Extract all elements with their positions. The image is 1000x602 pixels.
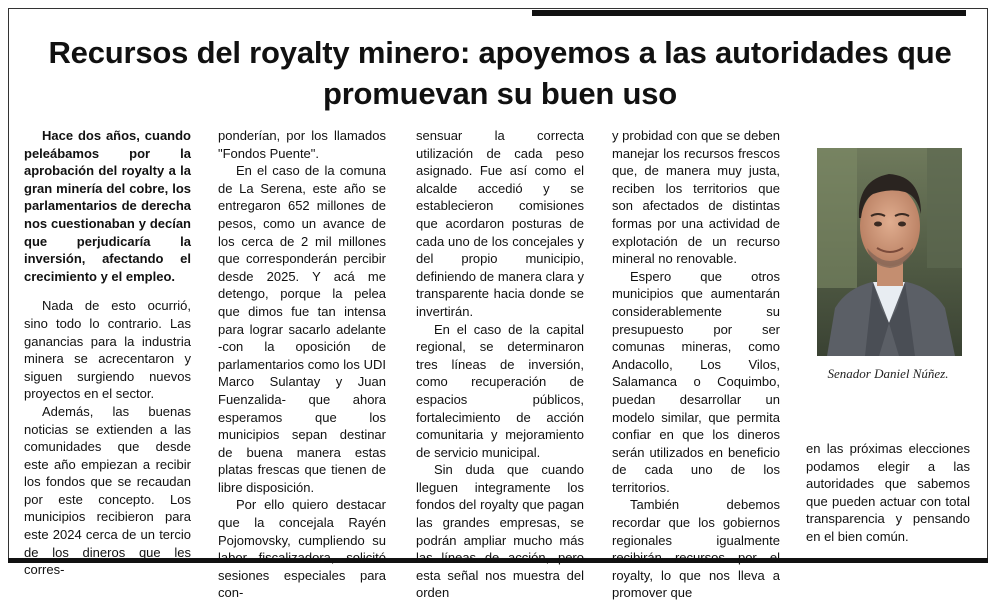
paragraph: ponderían, por los llamados "Fondos Puente". bbox=[218, 128, 386, 161]
paragraph: en las próximas elecciones podamos elegir a las autoridades que sabemos que pueden actuar con total transparencia y pensando en el bien común. bbox=[806, 441, 970, 544]
column-2 bbox=[218, 127, 386, 602]
top-rule bbox=[532, 10, 966, 16]
column-1 bbox=[24, 127, 191, 579]
lead-paragraph: Hace dos años, cuando peleábamos por la aprobación del royalty a la gran minería del cobre, los parlamentarios de derecha nos cuestionaban y decían que perjudicaría la inversión, afectando el crecimiento y el empleo. bbox=[24, 128, 191, 284]
author-photo bbox=[817, 148, 962, 356]
paragraph: Además, las buenas noticias se extienden a las comunidades que desde este año empiezan a recibir los fondos que se recaudan por este concepto. Los municipios recibieron para este 2024 cerca de un tercio de los dineros que les corres- bbox=[24, 403, 191, 578]
column-3 bbox=[416, 127, 584, 602]
paragraph: sensuar la correcta utilización de cada peso asignado. Fue así como el alcalde accedió y se establecieron comisiones que acordaron posturas de cada uno de los concejales y del propio municipio, definiendo de manera clara y transparente hacia donde se invertirán. bbox=[416, 128, 584, 319]
paragraph: Por ello quiero destacar que la concejala Rayén Pojomovsky, cumpliendo su labor fiscalizadora, solicitó sesiones especiales para con- bbox=[218, 497, 386, 601]
paragraph: También debemos recordar que los gobiernos regionales igualmente recibirán recursos por el royalty, lo que nos lleva a promover que bbox=[612, 497, 780, 601]
paragraph: En el caso de la comuna de La Serena, este año se entregaron 652 millones de pesos, como un avance de los cerca de 2 mil millones que corresponderán percibir desde 2025. Y acá me detengo, porque la pelea que dimos fue tan intensa para lograr sacarlo adelante -con la oposición de parlamentarios como los UDI Marco Sulantay y Juan Fuenzalida- que ahora esperamos que los municipios sepan destinar de buena manera estas platas frescas que tienen de libre disposición. bbox=[218, 163, 386, 495]
paragraph: y probidad con que se deben manejar los recursos frescos que, de manera muy justa, reciben los territorios que son afectados de distintas formas por una actividad de explotación de un recurso mineral no renovable. bbox=[612, 128, 780, 267]
photo-caption: Senador Daniel Núñez. bbox=[827, 366, 949, 381]
article-headline: Recursos del royalty minero: apoyemos a las autoridades que promuevan su buen uso bbox=[48, 35, 952, 111]
paragraph: En el caso de la capital regional, se determinaron tres líneas de inversión, como recuperación de espacios públicos, fortalecimiento de acción comunitaria y mejoramiento de servicio municipal. bbox=[416, 321, 584, 460]
column-5 bbox=[806, 440, 970, 546]
paragraph: Espero que otros municipios que aumentarán considerablemente su presupuesto por ser comunas mineras, como Andacollo, Los Vilos, Salamanca o Coquimbo, puedan desarrollar un modelo similar, que permita confiar en que los dineros serán utilizados en beneficio de cada uno de los territorios. bbox=[612, 268, 780, 495]
portrait-image bbox=[817, 148, 962, 356]
column-4 bbox=[612, 127, 780, 602]
paragraph: Nada de esto ocurrió, sino todo lo contrario. Las ganancias para la industria minera se acrecentaron y siguen surgiendo nuevos proyectos en el sector. bbox=[24, 298, 191, 402]
paragraph: Sin duda que cuando lleguen integramente los fondos del royalty que pagan las grandes empresas, se podrán ampliar mucho más las líneas de acción, pero esta señal nos muestra del orden bbox=[416, 462, 584, 601]
